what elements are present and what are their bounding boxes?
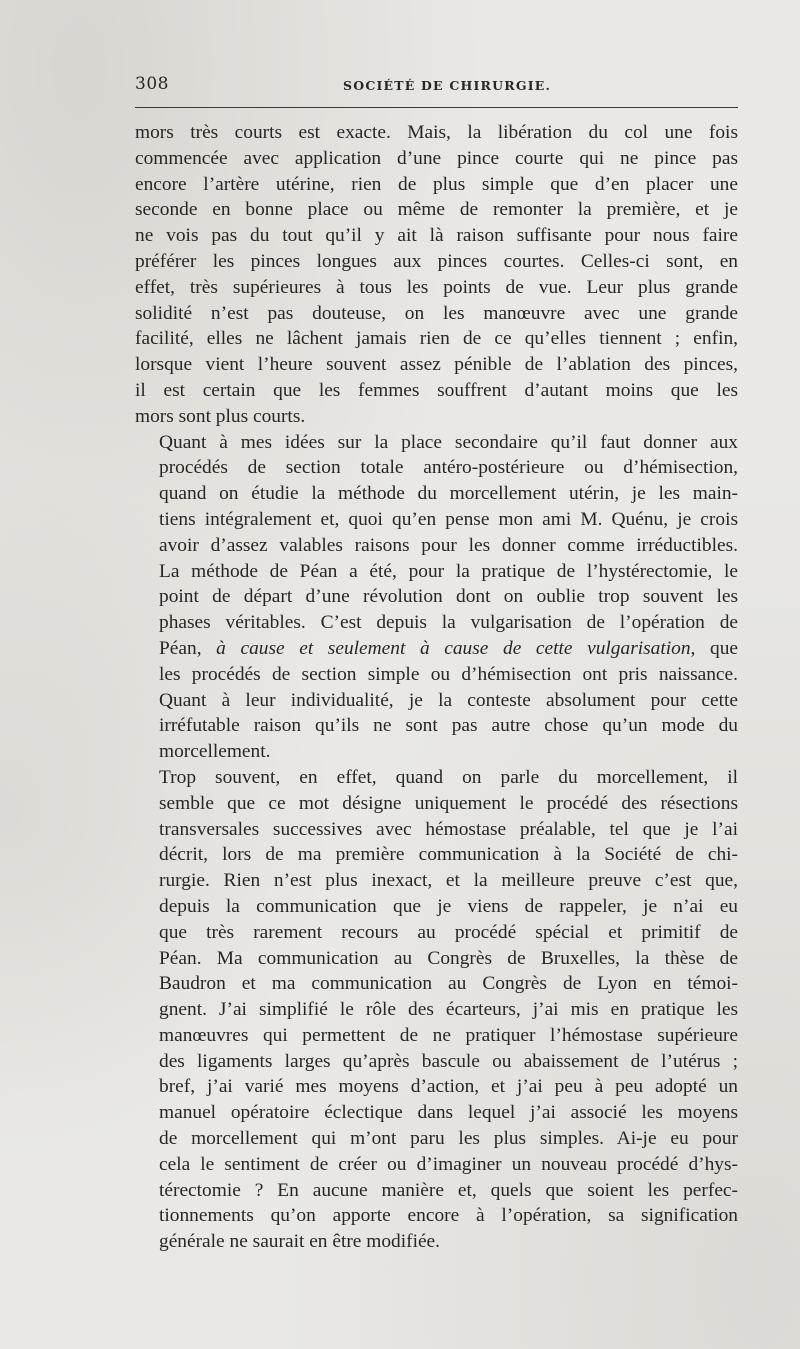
text-line: Quant à leur individualité, je la conteste absolument pour cette [159, 689, 738, 711]
text-line: des ligaments larges qu’après bascule ou abaissement de l’utérus ; [159, 1050, 738, 1072]
text-line: tiens intégralement et, quoi qu’en pense mon ami M. Quénu, je crois [159, 508, 738, 530]
text-line: manœuvres qui permettent de ne pratiquer l’hémostase supérieure [159, 1024, 738, 1046]
text-line: térectomie ? En aucune manière et, quels que soient les perfec- [159, 1179, 738, 1201]
page-header [135, 72, 738, 102]
text-line: ne vois pas du tout qu’il y ait là raison suffisante pour nous faire [135, 225, 738, 247]
text-line: Péan. Ma communication au Congrès de Bruxelles, la thèse de [159, 947, 738, 969]
text-line: seconde en bonne place ou même de remonter la première, et je [135, 199, 738, 221]
text-line: Trop souvent, en effet, quand on parle du morcellement, il [159, 766, 738, 788]
text-line: mors sont plus courts. [135, 405, 306, 427]
text-line: encore l’artère utérine, rien de plus simple que d’en placer une [135, 173, 738, 195]
text-line: préférer les pinces longues aux pinces courtes. Celles-ci sont, en [135, 250, 738, 272]
paragraph [135, 765, 738, 1255]
text-line: gnent. J’ai simplifié le rôle des écarteurs, j’ai mis en pratique les [159, 999, 738, 1021]
text-line: effet, très supérieures à tous les points de vue. Leur plus grande [135, 276, 738, 298]
text-line: transversales successives avec hémostase préalable, tel que je l’ai [159, 818, 738, 840]
text-line: quand on étudie la méthode du morcellement utérin, je les main- [159, 483, 738, 505]
body-text [135, 120, 738, 1255]
text-line: commencée avec application d’une pince courte qui ne pince pas [135, 147, 738, 169]
text-line: morcellement. [159, 741, 271, 763]
text-line: Quant à mes idées sur la place secondaire qu’il faut donner aux [159, 431, 738, 453]
text-line: Péan, à cause et seulement à cause de cette vulgarisation, que [159, 637, 738, 659]
text-line: semble que ce mot désigne uniquement le procédé des résections [159, 792, 738, 814]
paragraph [135, 120, 738, 430]
text-line: que très rarement recours au procédé spécial et primitif de [159, 921, 738, 943]
text-line: phases véritables. C’est depuis la vulgarisation de l’opération de [159, 612, 738, 634]
text-line: depuis la communication que je viens de rappeler, je n’ai eu [159, 895, 738, 917]
text-line: cela le sentiment de créer ou d’imaginer un nouveau procédé d’hys- [159, 1153, 738, 1175]
text-line: rurgie. Rien n’est plus inexact, et la meilleure preuve c’est que, [159, 870, 738, 892]
text-line: Baudron et ma communication au Congrès de Lyon en témoi- [159, 973, 738, 995]
text-line: avoir d’assez valables raisons pour les donner comme irréductibles. [159, 534, 738, 556]
text-line: lorsque vient l’heure souvent assez pénible de l’ablation des pinces, [135, 354, 738, 376]
text-line: les procédés de section simple ou d’hémisection ont pris naissance. [159, 663, 738, 685]
text-line: bref, j’ai varié mes moyens d’action, et j’ai peu à peu adopté un [159, 1076, 738, 1098]
text-line: il est certain que les femmes souffrent d’autant moins que les [135, 379, 738, 401]
text-line: irréfutable raison qu’ils ne sont pas autre chose qu’un mode du [159, 715, 738, 737]
page-number: 308 [135, 74, 169, 94]
text-line: La méthode de Péan a été, pour la pratique de l’hystérectomie, le [159, 560, 738, 582]
text-line: point de départ d’une révolution dont on oublie trop souvent les [159, 586, 738, 608]
text-line: générale ne saurait en être modifiée. [159, 1231, 441, 1253]
text-line: procédés de section totale antéro-postérieure ou d’hémisection, [159, 457, 738, 479]
text-line: solidité n’est pas douteuse, on les manœuvre avec une grande [135, 302, 738, 324]
text-line: de morcellement qui m’ont paru les plus simples. Ai-je eu pour [159, 1128, 738, 1150]
text-line: mors très courts est exacte. Mais, la libération du col une fois [135, 122, 738, 143]
text-line: facilité, elles ne lâchent jamais rien de ce qu’elles tiennent ; enfin, [135, 328, 738, 350]
paragraph [135, 430, 738, 765]
italic-phrase: à cause et seulement à cause de cette vulgarisation, [216, 637, 696, 659]
text-line: manuel opératoire éclectique dans lequel j’ai associé les moyens [159, 1102, 738, 1124]
text-line: décrit, lors de ma première communication à la Société de chi- [159, 844, 738, 866]
running-head: SOCIÉTÉ DE CHIRURGIE. [343, 78, 552, 93]
header-rule [135, 107, 738, 108]
text-line: tionnements qu’on apporte encore à l’opération, sa signification [159, 1205, 738, 1227]
